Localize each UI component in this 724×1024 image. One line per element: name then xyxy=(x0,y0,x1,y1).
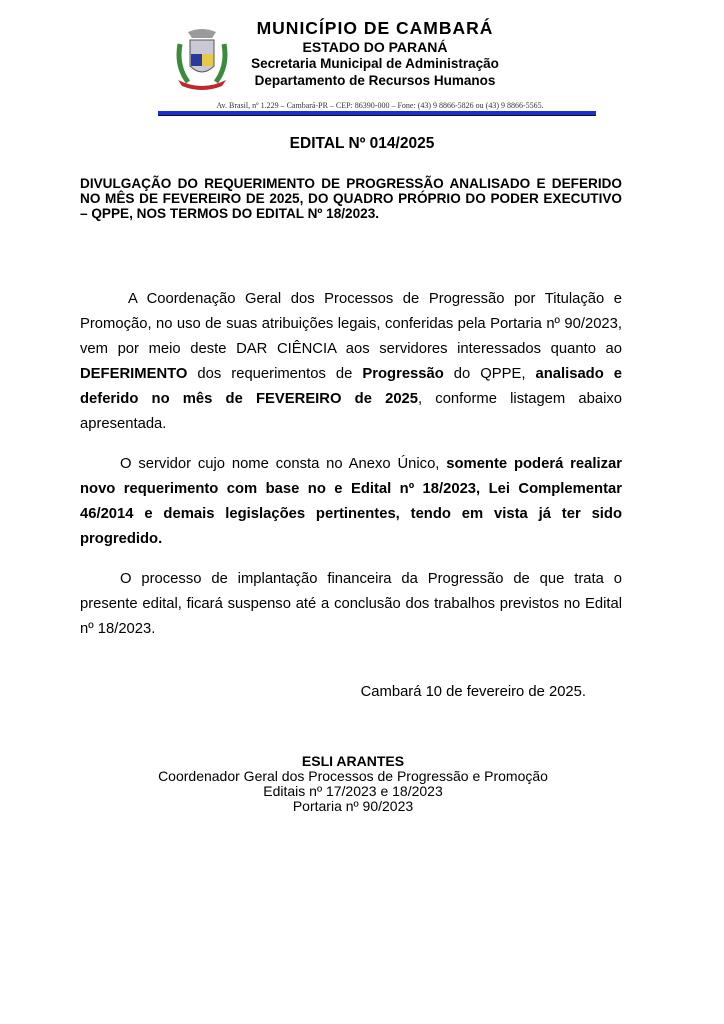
text: dos requerimentos de xyxy=(187,366,363,382)
coat-of-arms-icon xyxy=(174,26,230,92)
municipality-name: MUNICÍPIO DE CAMBARÁ xyxy=(256,18,494,38)
text: O servidor cujo nome consta no Anexo Único, xyxy=(120,456,447,472)
edital-subject: DIVULGAÇÃO DO REQUERIMENTO DE PROGRESSÃO ANALISADO E DEFERIDO NO MÊS DE FEVEREIRO DE 2025, DO QUADRO PRÓPRIO DO PODER EXECUTIVO – QPPE, NOS TERMOS DO EDITAL Nº 18/2023. xyxy=(80,176,622,221)
signatory-portaria: Portaria nº 90/2023 xyxy=(292,798,414,814)
edital-title: EDITAL Nº 014/2025 xyxy=(289,135,435,152)
paragraph-2 xyxy=(80,452,622,552)
signatory-role: Coordenador Geral dos Processos de Progressão e Promoção xyxy=(158,768,548,784)
bold-text: somente poderá realizar novo requerimento com base no e Edital nº 18/2023, Lei Complementar 46/2014 e demais legislações pertinentes, tendo em vista já ter sido progredido. xyxy=(80,456,622,547)
address-line: Av. Brasil, nº 1.229 – Cambará-PR – CEP: 86390-000 – Fone: (43) 9 8866-5826 ou (43) 9 8866-5565. xyxy=(216,101,544,110)
bold-text: analisado e deferido no mês de FEVEREIRO de 2025 xyxy=(80,366,622,407)
header-divider xyxy=(158,111,596,116)
paragraph-3: O processo de implantação financeira da Progressão de que trata o presente edital, ficará suspenso até a conclusão dos trabalhos previstos no Edital nº 18/2023. xyxy=(80,571,622,637)
date-line: Cambará 10 de fevereiro de 2025. xyxy=(360,684,586,700)
bold-text: DEFERIMENTO xyxy=(80,366,188,382)
paragraph-1 xyxy=(80,287,622,437)
secretariat-name: Secretaria Municipal de Administração xyxy=(251,56,499,71)
signature-block xyxy=(0,754,706,814)
text: , conforme listagem abaixo apresentada. xyxy=(80,391,622,432)
bold-text: Progressão xyxy=(362,366,444,382)
signatory-name: ESLI ARANTES xyxy=(301,753,405,769)
state-name: ESTADO DO PARANÁ xyxy=(302,39,448,55)
text: A Coordenação Geral dos Processos de Progressão por Titulação e Promoção, no uso de suas atribuições legais, conferidas pela Portaria nº 90/2023, vem por meio deste DAR CIÊNCIA aos servidores interessados quanto ao xyxy=(80,291,622,357)
department-name: Departamento de Recursos Humanos xyxy=(254,73,496,88)
signatory-editais: Editais nº 17/2023 e 18/2023 xyxy=(263,783,443,799)
text: do QPPE, xyxy=(443,366,536,382)
